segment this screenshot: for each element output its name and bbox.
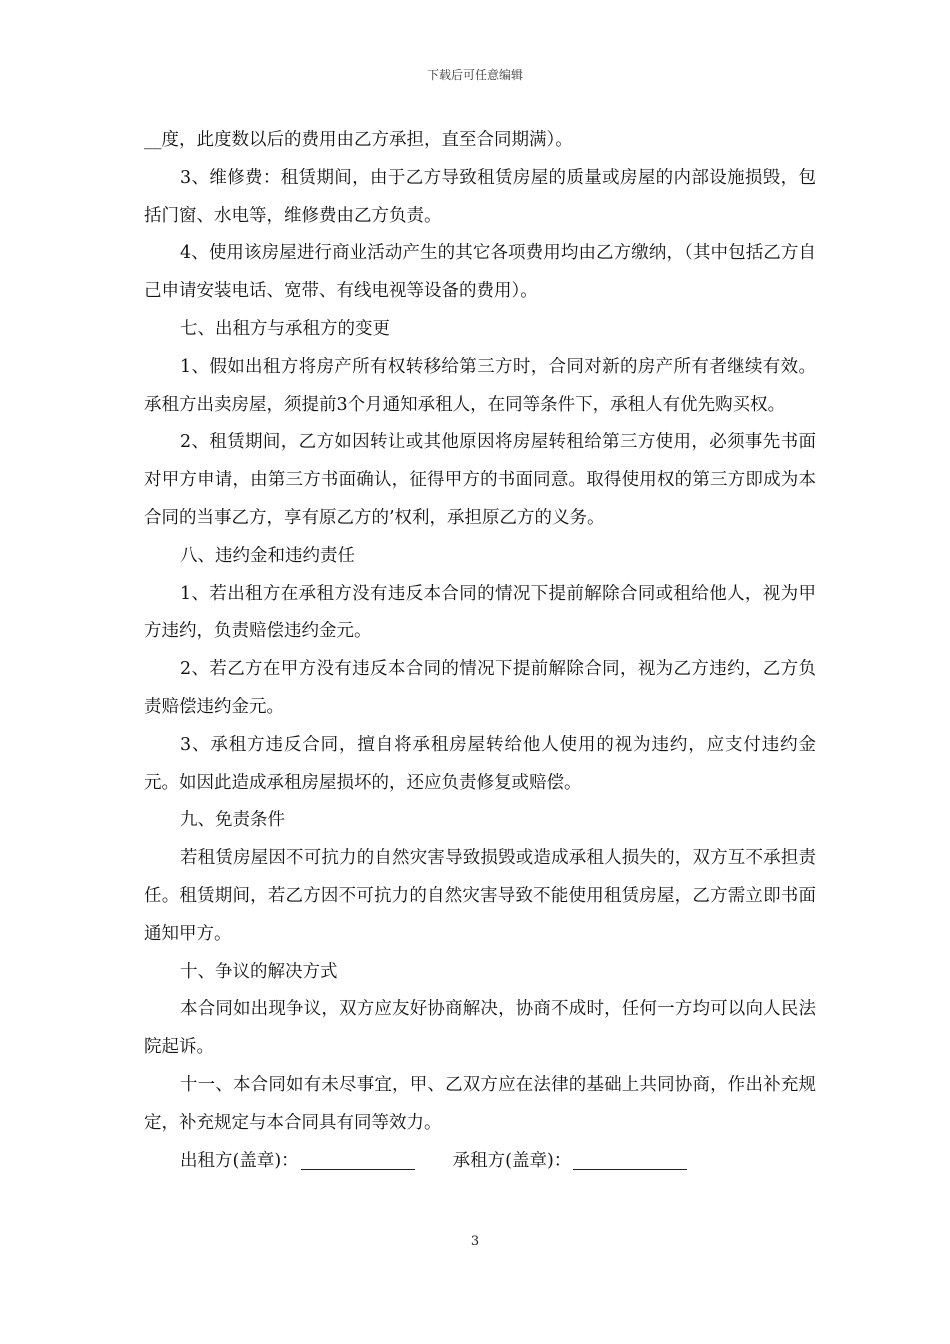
section-heading-10: 十、争议的解决方式 (180, 961, 338, 982)
lessee-seal-label: 承租方(盖章)： (452, 1150, 572, 1171)
lessor-seal-blank (301, 1169, 415, 1170)
page-number: 3 (470, 1234, 480, 1249)
paragraph-12: 若租赁房屋因不可抗力的自然灾害导致损毁或造成承租人损失的，双方互不承担责任。租赁期间，若乙方因不可抗力的自然灾害导致不能使用租赁房屋，乙方需立即书面通知甲方。 (144, 848, 816, 944)
paragraph-9: 2、若乙方在甲方没有违反本合同的情况下提前解除合同，视为乙方违约，乙方负责赔偿违约金元。 (144, 659, 816, 717)
signature-line (144, 1143, 816, 1181)
page-header: 下载后可任意编辑 (426, 68, 523, 82)
paragraph-5: 1、假如出租方将房产所有权转移给第三方时，合同对新的房产所有者继续有效。承租方出卖房屋，须提前3个月通知承租人，在同等条件下，承租人有优先购买权。 (144, 356, 816, 415)
document-body (144, 122, 816, 1180)
paragraph-14: 本合同如出现争议，双方应友好协商解决，协商不成时，任何一方均可以向人民法院起诉。 (144, 999, 816, 1058)
lessor-seal-label: 出租方(盖章)： (180, 1150, 299, 1171)
paragraph-2: 3、维修费：租赁期间，由于乙方导致租赁房屋的质量或房屋的内部设施损毁，包括门窗、水电等，维修费由乙方负责。 (144, 167, 816, 226)
lessee-seal-blank (573, 1169, 687, 1170)
section-heading-8: 八、违约金和违约责任 (180, 545, 355, 566)
section-heading-9: 九、免责条件 (180, 810, 285, 831)
section-heading-7: 七、出租方与承租方的变更 (180, 318, 390, 339)
paragraph-10: 3、承租方违反合同，擅自将承租房屋转给他人使用的视为违约，应支付违约金元。如因此造成承租房屋损坏的，还应负责修复或赔偿。 (144, 734, 816, 793)
paragraph-3: 4、使用该房屋进行商业活动产生的其它各项费用均由乙方缴纳，（其中包括乙方自己申请安装电话、宽带、有线电视等设备的费用）。 (144, 243, 816, 302)
paragraph-15: 十一、本合同如有未尽事宜，甲、乙双方应在法律的基础上共同协商，作出补充规定，补充规定与本合同具有同等效力。 (144, 1074, 816, 1133)
paragraph-6: 2、租赁期间，乙方如因转让或其他原因将房屋转租给第三方使用，必须事先书面对甲方申请，由第三方书面确认，征得甲方的书面同意。取得使用权的第三方即成为本合同的当事乙方，享有原乙方的’权利，承担原乙方的义务。 (144, 432, 816, 528)
paragraph-1: __度，此度数以后的费用由乙方承担，直至合同期满）。 (144, 130, 573, 150)
paragraph-8: 1、若出租方在承租方没有违反本合同的情况下提前解除合同或租给他人，视为甲方违约，负责赔偿违约金元。 (144, 583, 816, 642)
